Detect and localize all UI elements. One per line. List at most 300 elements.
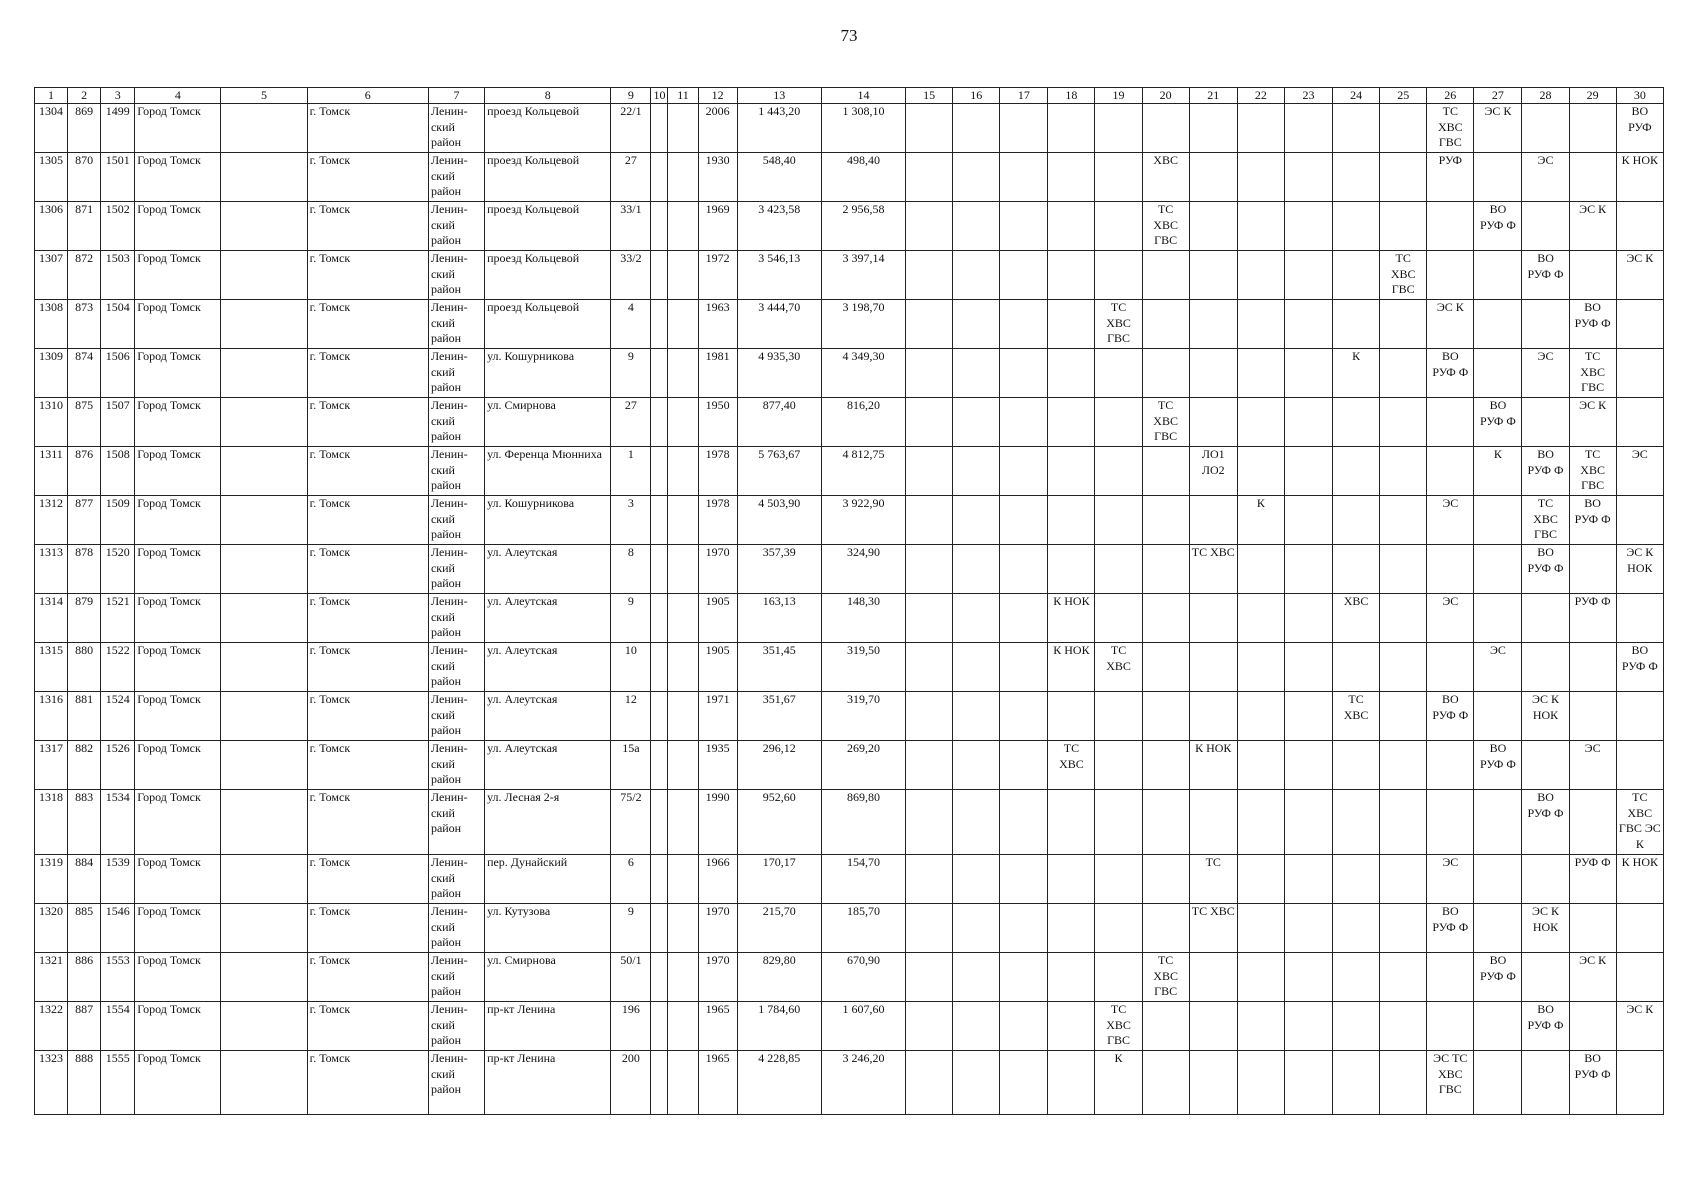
cell-col-14: 670,90	[821, 953, 905, 1002]
cell-col-12: 1950	[698, 398, 737, 447]
cell-col-13: 4 228,85	[737, 1051, 821, 1115]
cell-col-10	[651, 904, 668, 953]
cell-col-23	[1284, 1002, 1332, 1051]
cell-col-24	[1333, 202, 1380, 251]
cell-col-21	[1189, 594, 1237, 643]
table-row	[35, 594, 1664, 643]
cell-col-27: ВО РУФ Ф	[1474, 202, 1522, 251]
cell-col-18	[1048, 153, 1095, 202]
cell-col-27	[1474, 855, 1522, 904]
cell-col-20	[1142, 300, 1189, 349]
cell-col-3: 1506	[101, 349, 135, 398]
cell-col-19	[1095, 251, 1142, 300]
cell-col-12: 1969	[698, 202, 737, 251]
cell-col-1: 1323	[35, 1051, 68, 1115]
cell-col-5	[221, 447, 307, 496]
cell-col-25	[1380, 300, 1427, 349]
cell-col-24	[1333, 447, 1380, 496]
cell-col-9: 22/1	[611, 104, 651, 153]
table-row	[35, 349, 1664, 398]
cell-col-13: 4 935,30	[737, 349, 821, 398]
column-header-18: 18	[1048, 88, 1095, 104]
cell-col-30	[1616, 349, 1663, 398]
cell-col-7: Ленин-ский район	[428, 855, 484, 904]
cell-col-2: 873	[68, 300, 101, 349]
cell-col-3: 1521	[101, 594, 135, 643]
cell-col-23	[1284, 349, 1332, 398]
cell-col-24	[1333, 1051, 1380, 1115]
table-row	[35, 692, 1664, 741]
cell-col-7: Ленин-ский район	[428, 447, 484, 496]
cell-col-8: пр-кт Ленина	[485, 1002, 611, 1051]
cell-col-11	[668, 202, 698, 251]
table-row	[35, 953, 1664, 1002]
cell-col-9: 12	[611, 692, 651, 741]
cell-col-7: Ленин-ский район	[428, 251, 484, 300]
cell-col-8: проезд Кольцевой	[485, 202, 611, 251]
cell-col-4: Город Томск	[135, 904, 221, 953]
cell-col-1: 1317	[35, 741, 68, 790]
cell-col-14: 3 198,70	[821, 300, 905, 349]
cell-col-15	[906, 104, 953, 153]
column-header-2: 2	[68, 88, 101, 104]
cell-col-15	[906, 300, 953, 349]
cell-col-13: 170,17	[737, 855, 821, 904]
cell-col-21	[1189, 496, 1237, 545]
cell-col-28	[1522, 104, 1569, 153]
cell-col-21: ТС ХВС	[1189, 545, 1237, 594]
cell-col-10	[651, 496, 668, 545]
cell-col-15	[906, 741, 953, 790]
cell-col-4: Город Томск	[135, 202, 221, 251]
cell-col-28	[1522, 643, 1569, 692]
cell-col-29	[1569, 1002, 1616, 1051]
cell-col-17	[1000, 1002, 1048, 1051]
cell-col-6: г. Томск	[307, 104, 428, 153]
cell-col-8: проезд Кольцевой	[485, 153, 611, 202]
cell-col-17	[1000, 741, 1048, 790]
cell-col-24	[1333, 643, 1380, 692]
cell-col-25	[1380, 1002, 1427, 1051]
cell-col-2: 883	[68, 790, 101, 855]
cell-col-4: Город Томск	[135, 741, 221, 790]
cell-col-22	[1237, 545, 1284, 594]
cell-col-10	[651, 1051, 668, 1115]
cell-col-30	[1616, 594, 1663, 643]
cell-col-28	[1522, 594, 1569, 643]
cell-col-29: РУФ Ф	[1569, 855, 1616, 904]
cell-col-29: ЭС	[1569, 741, 1616, 790]
cell-col-15	[906, 153, 953, 202]
cell-col-10	[651, 300, 668, 349]
cell-col-21	[1189, 300, 1237, 349]
cell-col-17	[1000, 953, 1048, 1002]
table-row	[35, 904, 1664, 953]
cell-col-25	[1380, 398, 1427, 447]
table-row	[35, 790, 1664, 855]
cell-col-8: ул. Кошурникова	[485, 349, 611, 398]
cell-col-25	[1380, 741, 1427, 790]
cell-col-12: 1905	[698, 643, 737, 692]
cell-col-19	[1095, 545, 1142, 594]
cell-col-16	[953, 447, 1000, 496]
cell-col-1: 1308	[35, 300, 68, 349]
cell-col-10	[651, 447, 668, 496]
cell-col-25: ТС ХВС ГВС	[1380, 251, 1427, 300]
cell-col-29	[1569, 904, 1616, 953]
cell-col-20: ТС ХВС ГВС	[1142, 202, 1189, 251]
cell-col-18: К НОК	[1048, 643, 1095, 692]
cell-col-17	[1000, 496, 1048, 545]
cell-col-2: 881	[68, 692, 101, 741]
cell-col-10	[651, 953, 668, 1002]
cell-col-22	[1237, 904, 1284, 953]
cell-col-5	[221, 202, 307, 251]
cell-col-30: ЭС К	[1616, 1002, 1663, 1051]
cell-col-10	[651, 1002, 668, 1051]
column-header-30: 30	[1616, 88, 1663, 104]
cell-col-9: 8	[611, 545, 651, 594]
cell-col-27	[1474, 300, 1522, 349]
cell-col-30	[1616, 202, 1663, 251]
cell-col-22	[1237, 104, 1284, 153]
cell-col-12: 1965	[698, 1002, 737, 1051]
cell-col-25	[1380, 643, 1427, 692]
cell-col-20	[1142, 692, 1189, 741]
cell-col-8: проезд Кольцевой	[485, 300, 611, 349]
cell-col-26	[1427, 790, 1474, 855]
cell-col-20: ТС ХВС ГВС	[1142, 953, 1189, 1002]
cell-col-9: 196	[611, 1002, 651, 1051]
cell-col-18	[1048, 300, 1095, 349]
column-number-header	[35, 88, 1664, 104]
cell-col-26: ЭС	[1427, 855, 1474, 904]
cell-col-7: Ленин-ский район	[428, 545, 484, 594]
cell-col-11	[668, 643, 698, 692]
cell-col-16	[953, 153, 1000, 202]
cell-col-2: 886	[68, 953, 101, 1002]
cell-col-19	[1095, 692, 1142, 741]
cell-col-21	[1189, 1002, 1237, 1051]
cell-col-22	[1237, 594, 1284, 643]
cell-col-11	[668, 398, 698, 447]
cell-col-4: Город Томск	[135, 643, 221, 692]
cell-col-17	[1000, 349, 1048, 398]
cell-col-15	[906, 1051, 953, 1115]
cell-col-25	[1380, 545, 1427, 594]
cell-col-7: Ленин-ский район	[428, 300, 484, 349]
cell-col-10	[651, 349, 668, 398]
cell-col-14: 1 308,10	[821, 104, 905, 153]
cell-col-30: ЭС К	[1616, 251, 1663, 300]
cell-col-7: Ленин-ский район	[428, 202, 484, 251]
cell-col-6: г. Томск	[307, 1002, 428, 1051]
cell-col-29	[1569, 251, 1616, 300]
cell-col-7: Ленин-ский район	[428, 496, 484, 545]
cell-col-26: ЭС	[1427, 496, 1474, 545]
cell-col-27	[1474, 692, 1522, 741]
cell-col-29: ТС ХВС ГВС	[1569, 349, 1616, 398]
table-row	[35, 1051, 1664, 1115]
cell-col-10	[651, 855, 668, 904]
cell-col-26: РУФ	[1427, 153, 1474, 202]
column-header-9: 9	[611, 88, 651, 104]
cell-col-9: 50/1	[611, 953, 651, 1002]
cell-col-25	[1380, 1051, 1427, 1115]
cell-col-29: РУФ Ф	[1569, 594, 1616, 643]
cell-col-11	[668, 447, 698, 496]
cell-col-11	[668, 153, 698, 202]
cell-col-23	[1284, 953, 1332, 1002]
cell-col-27: ЭС	[1474, 643, 1522, 692]
cell-col-18	[1048, 202, 1095, 251]
cell-col-3: 1509	[101, 496, 135, 545]
cell-col-17	[1000, 1051, 1048, 1115]
cell-col-7: Ленин-ский район	[428, 349, 484, 398]
cell-col-10	[651, 741, 668, 790]
cell-col-18	[1048, 398, 1095, 447]
cell-col-12: 1930	[698, 153, 737, 202]
cell-col-2: 887	[68, 1002, 101, 1051]
cell-col-16	[953, 1051, 1000, 1115]
cell-col-12: 2006	[698, 104, 737, 153]
cell-col-13: 215,70	[737, 904, 821, 953]
cell-col-27: ВО РУФ Ф	[1474, 398, 1522, 447]
cell-col-12: 1990	[698, 790, 737, 855]
cell-col-22	[1237, 692, 1284, 741]
cell-col-2: 874	[68, 349, 101, 398]
cell-col-5	[221, 692, 307, 741]
cell-col-19: ТС ХВС	[1095, 643, 1142, 692]
cell-col-18: К НОК	[1048, 594, 1095, 643]
cell-col-16	[953, 904, 1000, 953]
cell-col-5	[221, 790, 307, 855]
cell-col-27	[1474, 153, 1522, 202]
cell-col-25	[1380, 104, 1427, 153]
cell-col-3: 1524	[101, 692, 135, 741]
cell-col-29	[1569, 104, 1616, 153]
cell-col-17	[1000, 398, 1048, 447]
table-row	[35, 545, 1664, 594]
cell-col-10	[651, 692, 668, 741]
cell-col-25	[1380, 953, 1427, 1002]
cell-col-24	[1333, 855, 1380, 904]
cell-col-11	[668, 251, 698, 300]
cell-col-4: Город Томск	[135, 692, 221, 741]
cell-col-8: пер. Дунайский	[485, 855, 611, 904]
cell-col-5	[221, 300, 307, 349]
cell-col-2: 878	[68, 545, 101, 594]
cell-col-6: г. Томск	[307, 855, 428, 904]
cell-col-14: 154,70	[821, 855, 905, 904]
cell-col-23	[1284, 1051, 1332, 1115]
column-header-15: 15	[906, 88, 953, 104]
cell-col-21	[1189, 953, 1237, 1002]
cell-col-6: г. Томск	[307, 790, 428, 855]
cell-col-3: 1503	[101, 251, 135, 300]
cell-col-24: К	[1333, 349, 1380, 398]
cell-col-23	[1284, 496, 1332, 545]
cell-col-18	[1048, 1002, 1095, 1051]
column-header-16: 16	[953, 88, 1000, 104]
cell-col-16	[953, 594, 1000, 643]
cell-col-15	[906, 349, 953, 398]
cell-col-28: ЭС	[1522, 349, 1569, 398]
cell-col-12: 1971	[698, 692, 737, 741]
cell-col-11	[668, 1051, 698, 1115]
cell-col-19	[1095, 790, 1142, 855]
cell-col-4: Город Томск	[135, 349, 221, 398]
cell-col-17	[1000, 692, 1048, 741]
cell-col-16	[953, 643, 1000, 692]
cell-col-18	[1048, 855, 1095, 904]
cell-col-7: Ленин-ский район	[428, 904, 484, 953]
cell-col-3: 1522	[101, 643, 135, 692]
cell-col-5	[221, 1051, 307, 1115]
cell-col-13: 4 503,90	[737, 496, 821, 545]
cell-col-28: ВО РУФ Ф	[1522, 790, 1569, 855]
cell-col-23	[1284, 202, 1332, 251]
cell-col-4: Город Томск	[135, 153, 221, 202]
cell-col-16	[953, 202, 1000, 251]
cell-col-7: Ленин-ский район	[428, 594, 484, 643]
cell-col-20	[1142, 447, 1189, 496]
cell-col-23	[1284, 398, 1332, 447]
cell-col-19	[1095, 202, 1142, 251]
cell-col-3: 1534	[101, 790, 135, 855]
cell-col-2: 870	[68, 153, 101, 202]
cell-col-3: 1526	[101, 741, 135, 790]
cell-col-8: пр-кт Ленина	[485, 1051, 611, 1115]
column-header-24: 24	[1333, 88, 1380, 104]
cell-col-11	[668, 904, 698, 953]
cell-col-21: К НОК	[1189, 741, 1237, 790]
cell-col-12: 1970	[698, 953, 737, 1002]
cell-col-9: 10	[611, 643, 651, 692]
cell-col-27: К	[1474, 447, 1522, 496]
cell-col-20	[1142, 1051, 1189, 1115]
cell-col-17	[1000, 104, 1048, 153]
cell-col-20	[1142, 643, 1189, 692]
cell-col-12: 1965	[698, 1051, 737, 1115]
cell-col-6: г. Томск	[307, 594, 428, 643]
table-row	[35, 643, 1664, 692]
cell-col-21	[1189, 104, 1237, 153]
cell-col-13: 351,45	[737, 643, 821, 692]
cell-col-8: ул. Лесная 2-я	[485, 790, 611, 855]
cell-col-2: 879	[68, 594, 101, 643]
cell-col-1: 1316	[35, 692, 68, 741]
table-row	[35, 1002, 1664, 1051]
cell-col-17	[1000, 790, 1048, 855]
table-body	[35, 104, 1664, 1115]
cell-col-14: 324,90	[821, 545, 905, 594]
cell-col-18	[1048, 790, 1095, 855]
cell-col-13: 829,80	[737, 953, 821, 1002]
cell-col-29: ВО РУФ Ф	[1569, 1051, 1616, 1115]
cell-col-14: 319,50	[821, 643, 905, 692]
cell-col-5	[221, 251, 307, 300]
cell-col-19	[1095, 398, 1142, 447]
cell-col-13: 3 546,13	[737, 251, 821, 300]
cell-col-3: 1555	[101, 1051, 135, 1115]
cell-col-9: 4	[611, 300, 651, 349]
cell-col-30: ВО РУФ Ф	[1616, 643, 1663, 692]
cell-col-15	[906, 692, 953, 741]
cell-col-18: ТС ХВС	[1048, 741, 1095, 790]
cell-col-13: 357,39	[737, 545, 821, 594]
column-header-6: 6	[307, 88, 428, 104]
cell-col-23	[1284, 300, 1332, 349]
cell-col-6: г. Томск	[307, 904, 428, 953]
cell-col-20: ТС ХВС ГВС	[1142, 398, 1189, 447]
table-row	[35, 398, 1664, 447]
cell-col-18	[1048, 349, 1095, 398]
cell-col-25	[1380, 447, 1427, 496]
cell-col-28: ЭС	[1522, 153, 1569, 202]
cell-col-2: 884	[68, 855, 101, 904]
table-row	[35, 496, 1664, 545]
column-header-17: 17	[1000, 88, 1048, 104]
cell-col-11	[668, 692, 698, 741]
cell-col-12: 1970	[698, 904, 737, 953]
cell-col-14: 2 956,58	[821, 202, 905, 251]
table-row	[35, 251, 1664, 300]
cell-col-20: ХВС	[1142, 153, 1189, 202]
cell-col-20	[1142, 349, 1189, 398]
cell-col-6: г. Томск	[307, 202, 428, 251]
cell-col-14: 4 349,30	[821, 349, 905, 398]
cell-col-24	[1333, 545, 1380, 594]
cell-col-14: 319,70	[821, 692, 905, 741]
cell-col-19	[1095, 153, 1142, 202]
cell-col-19: К	[1095, 1051, 1142, 1115]
column-header-22: 22	[1237, 88, 1284, 104]
column-header-10: 10	[651, 88, 668, 104]
cell-col-15	[906, 953, 953, 1002]
cell-col-27	[1474, 594, 1522, 643]
cell-col-24: ТС ХВС	[1333, 692, 1380, 741]
cell-col-1: 1320	[35, 904, 68, 953]
cell-col-11	[668, 496, 698, 545]
cell-col-4: Город Томск	[135, 594, 221, 643]
cell-col-28	[1522, 398, 1569, 447]
cell-col-30: ЭС К НОК	[1616, 545, 1663, 594]
cell-col-22	[1237, 790, 1284, 855]
cell-col-2: 875	[68, 398, 101, 447]
cell-col-14: 148,30	[821, 594, 905, 643]
cell-col-16	[953, 398, 1000, 447]
cell-col-14: 3 922,90	[821, 496, 905, 545]
cell-col-26	[1427, 398, 1474, 447]
cell-col-11	[668, 855, 698, 904]
cell-col-5	[221, 545, 307, 594]
cell-col-17	[1000, 153, 1048, 202]
cell-col-23	[1284, 904, 1332, 953]
cell-col-6: г. Томск	[307, 153, 428, 202]
cell-col-11	[668, 741, 698, 790]
cell-col-4: Город Томск	[135, 496, 221, 545]
cell-col-9: 9	[611, 349, 651, 398]
cell-col-25	[1380, 496, 1427, 545]
cell-col-20	[1142, 251, 1189, 300]
cell-col-1: 1314	[35, 594, 68, 643]
cell-col-1: 1306	[35, 202, 68, 251]
cell-col-24	[1333, 153, 1380, 202]
cell-col-24	[1333, 953, 1380, 1002]
cell-col-8: проезд Кольцевой	[485, 251, 611, 300]
cell-col-28: ЭС К НОК	[1522, 904, 1569, 953]
